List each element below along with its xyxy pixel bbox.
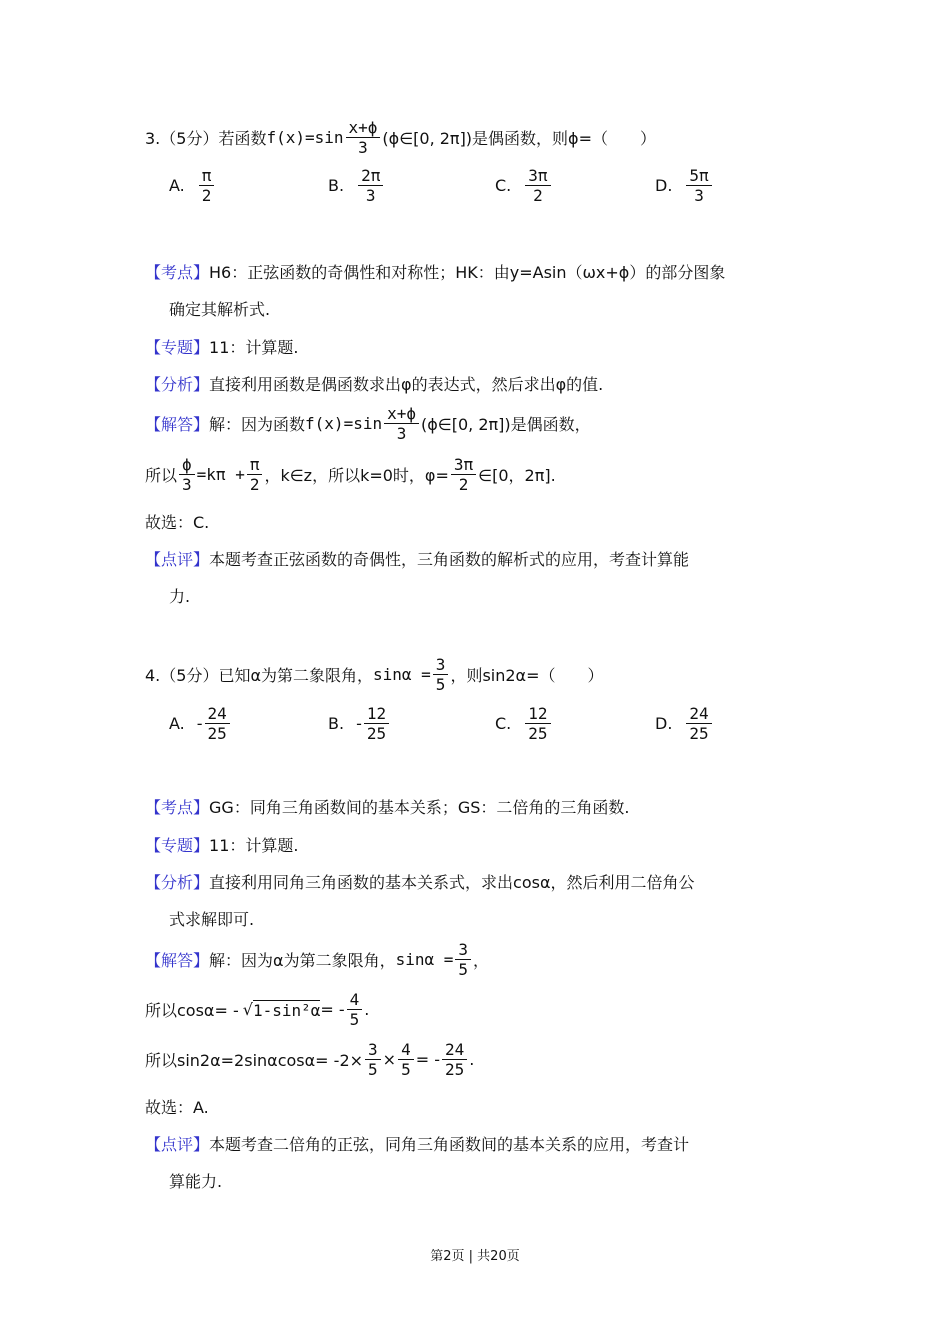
denominator: 5 [458,960,469,979]
numerator: 3π [451,455,476,475]
text: 4.（5分）已知α为第二象限角， [145,666,373,685]
text: 解：因为α为第二象限角， [209,951,396,970]
denominator: 3 [365,186,376,205]
denominator: 5 [349,1010,360,1029]
numerator: 24 [686,704,711,724]
text: = - [320,1000,345,1019]
text: 本题考查正弦函数的奇偶性，三角函数的解析式的应用，考查计算能 [209,550,690,569]
option-letter: D. [655,714,673,733]
text: . [469,1050,475,1069]
text: 故选：C. [145,513,210,532]
text: = - [415,1050,440,1069]
sqrt-expression: 1-sin²α [252,1000,321,1020]
denominator: 5 [368,1060,378,1079]
label: 【点评】 [145,1135,210,1154]
text: × [382,1050,397,1069]
q3-kaodian [145,260,725,283]
denominator: 5 [401,1060,411,1079]
label: 【分析】 [145,375,210,394]
denominator: 5 [435,675,446,694]
text: 力. [169,587,191,606]
label: 【考点】 [145,263,210,282]
label: 【解答】 [145,951,210,970]
numerator: 12 [525,704,550,724]
text: 解：因为函数 [209,415,306,434]
q3-dianping [145,547,689,570]
denominator: 25 [366,724,387,743]
text: H6：正弦函数的奇偶性和对称性；HK：由y=Asin（ωx+ϕ）的部分图象 [209,263,726,282]
q4-dianping-cont [169,1169,222,1192]
sign: - [356,714,362,733]
label: 【分析】 [145,873,210,892]
denominator: 2 [458,475,469,494]
q3-step [145,455,556,494]
label: 【解答】 [145,415,210,434]
q4-jieda [145,940,489,979]
denominator: 2 [249,475,260,494]
option-letter: B. [328,714,345,733]
text: 直接利用函数是偶函数求出φ的表达式，然后求出φ的值. [209,375,604,394]
text: . [364,1000,370,1019]
q3-fraction [346,118,381,157]
numerator: π [199,166,215,186]
numerator: x+ϕ [346,118,381,138]
text: GG：同角三角函数间的基本关系；GS：二倍角的三角函数. [209,798,630,817]
text: =kπ + [196,465,245,484]
q3-option-a [169,166,216,205]
text: 所以 [145,466,178,485]
q3-dianping-cont [169,584,190,607]
text: 所以sin2α=2sinαcosα= -2× [145,1051,364,1070]
q4-cos-step: 所以cosα= - √ 1-sin²α = - $\frac{4}{5}$ . [145,990,370,1029]
numerator: 3π [525,166,550,186]
text: 直接利用同角三角函数的基本关系式，求出cosα，然后利用二倍角公 [209,873,695,892]
func: sinα = [373,665,431,684]
q3-func: f(x)=sin [266,128,344,147]
text: 式求解即可. [169,910,255,929]
numerator: 4 [347,990,363,1010]
q3-option-b [328,166,385,205]
denominator: 25 [528,724,548,743]
q4-option-a [169,704,232,743]
q3-stem-tail: (ϕ∈[0, 2π])是偶函数，则ϕ=（ ） [382,129,657,148]
func: sinα = [395,950,454,969]
q4-option-b [328,704,391,743]
denominator: 25 [444,1060,465,1079]
denominator: 3 [182,475,192,494]
numerator: x+ϕ [384,404,419,424]
text: (ϕ∈[0, 2π])是偶函数， [421,415,591,434]
option-letter: A. [169,176,185,195]
q3-fenxi [145,372,603,395]
q3-kaodian-cont [169,297,270,320]
numerator: 3 [455,940,471,960]
q3-zhuanti [145,335,298,358]
label: 【专题】 [145,338,210,357]
text: 算能力. [169,1172,223,1191]
page-footer: 第2页 | 共20页 [430,1249,520,1264]
text: 11：计算题. [209,338,299,357]
denominator: 2 [201,186,212,205]
text: ，则sin2α=（ ） [450,666,604,685]
text: ，k∈z，所以k=0时，φ= [264,466,449,485]
denominator: 3 [396,424,407,443]
q3-option-c [495,166,553,205]
numerator: 24 [205,704,230,724]
label: 【专题】 [145,836,210,855]
q4-stem [145,655,604,694]
q4-option-c [495,704,553,743]
q3-stem-text: 3.（5分）若函数 [145,129,267,148]
numerator: 12 [364,704,389,724]
text: ∈[0，2π]. [478,466,556,485]
text: ， [473,951,490,970]
denominator: 3 [694,186,704,205]
text: 确定其解析式. [169,300,271,319]
option-letter: D. [655,176,673,195]
q4-dianping [145,1132,689,1155]
numerator: 4 [398,1040,414,1060]
denominator: 25 [689,724,709,743]
q4-fenxi [145,870,695,893]
text: 所以cosα= - [145,1001,239,1020]
sign: - [196,714,203,733]
option-letter: A. [169,714,185,733]
q3-answer [145,510,209,533]
q3-stem [145,118,656,157]
numerator: 3 [365,1040,381,1060]
option-letter: C. [495,176,512,195]
q3-option-d [655,166,714,205]
text: 本题考查二倍角的正弦，同角三角函数间的基本关系的应用，考查计 [209,1135,690,1154]
q4-fenxi-cont [169,907,254,930]
label: 【考点】 [145,798,210,817]
label: 【点评】 [145,550,210,569]
q4-kaodian [145,795,629,818]
func: f(x)=sin [305,414,383,433]
denominator: 3 [358,138,368,157]
option-letter: B. [328,176,345,195]
numerator: ϕ [179,455,195,475]
text: 故选：A. [145,1098,209,1117]
q4-zhuanti [145,833,298,856]
numerator: 2π [358,166,383,186]
numerator: 3 [433,655,449,675]
numerator: π [247,455,263,475]
q4-sin2-step [145,1040,474,1079]
q4-option-d [655,704,714,743]
denominator: 25 [207,724,227,743]
q3-jieda [145,404,591,443]
numerator: 24 [442,1040,467,1060]
denominator: 2 [533,186,543,205]
option-letter: C. [495,714,512,733]
q4-answer [145,1095,209,1118]
numerator: 5π [686,166,711,186]
text: 11：计算题. [209,836,299,855]
